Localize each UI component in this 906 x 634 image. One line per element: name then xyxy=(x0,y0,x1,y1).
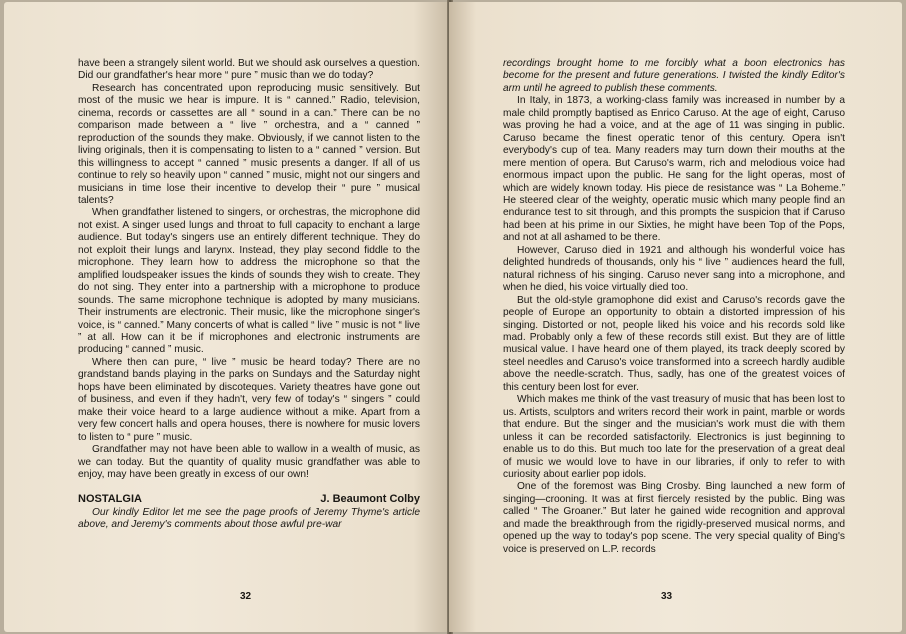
page-number-left: 32 xyxy=(240,591,252,602)
left-page xyxy=(4,2,449,632)
left-text-column xyxy=(78,58,420,532)
article-author: J. Beaumont Colby xyxy=(320,493,420,506)
right-paragraph-4: Which makes me think of the vast treasury of music that has been lost to us. Artists, sculptors and writers record their work in paint, marble or words that endure. But the singer and the musician's work must die with them unless it can be recorded satisfactorily. Electronics is just beginning to enable us to do this. But much too late for the preservation of a great deal of music we would love to have in our libraries, if only to refer to with curiosity about earlier pop idols. xyxy=(503,394,845,480)
left-paragraph-5: Grandfather may not have been able to wallow in a wealth of music, as we can today. But the quantity of quality music grandfather was able to enjoy, may have been greatly in excess of our own! xyxy=(78,444,420,480)
left-paragraph-3: When grandfather listened to singers, or orchestras, the microphone did not exist. A singer used lungs and throat to full capacity to enchant a large audience. But today's singers use an entirely different technique. They do not exploit their lungs and larynx. Instead, they play second fiddle to the microphone. They learn how to address the microphone so that the amplified loudspeaker issues the kinds of sounds they wish to create. They do not sing. They enter into a partnership with a microphone to produce sounds. The same microphone technique is adopted by many musicians. Their instruments are electronic. Their music, like the microphone singer's voice, is “ canned.” Many concerts of what is called “ live ” music is not “ live ” at all. How can it be if microphones and electronic instruments are producing “ canned ” music. xyxy=(78,207,420,356)
page-number-right: 33 xyxy=(661,591,673,602)
right-paragraph-5: One of the foremost was Bing Crosby. Bing launched a new form of singing—crooning. It was at first fiercely resisted by the public. Bing was called “ The Groaner.” But later he gained wide recognition and approval and made the breakthrough from the rigidly-preserved musical norms, and opened up the way to today's pop scene. The very special quality of Bing's voice is preserved on L.P. records xyxy=(503,481,845,555)
left-paragraph-1: have been a strangely silent world. But we should ask ourselves a question. Did our grandfather's hear more “ pure ” music than we do today? xyxy=(78,58,420,82)
left-paragraph-2: Research has concentrated upon reproducing music sensitively. But most of the music we hear is impure. It is “ canned.” Radio, television, cinema, records or cassettes are all “ sound in a can.” There can be no comparison made between a “ live ” orchestra, and a “ canned ” reproduction of the sounds they make. Obviously, if we cannot listen to the living originals, then it is compensating to listen to a “ canned ” version. But this willingness to accept “ canned ” music presents a danger. If all of us continue to rely so heavily upon “ canned ” music, might not our singers and musicians in time lose their incentive to develop their “ pure ” musical talents? xyxy=(78,82,420,206)
right-paragraph-3: But the old-style gramophone did exist and Caruso's records gave the people of Europe an opportunity to obtain a distorted impression of his singing. Distorted or not, people liked his voice and his records sold like mad. Probably only a few of these records still exist. But they are of little musical value. I have heard one of them played, its track deeply scored by steel needles and Caruso's voice transformed into a screech hardly audible above the needle-scratch. Thus, sadly, has one of the greatest voices of this century been lost for ever. xyxy=(503,294,845,393)
article-intro: Our kindly Editor let me see the page proofs of Jeremy Thyme's article above, and Jeremy's comments about those awful pre-war xyxy=(78,506,420,531)
right-text-column xyxy=(503,58,845,556)
right-paragraph-2: However, Caruso died in 1921 and although his wonderful voice has delighted hundreds of thousands, only his “ live ” audiences heard the full, natural richness of his singing. Caruso never sang into a microphone, and when he died, his voice virtually died too. xyxy=(503,244,845,294)
left-paragraph-4: Where then can pure, “ live ” music be heard today? There are no grandstand bands playing in the parks on Sundays and the Saturday night hops have been eliminated by discoteques. Variety theatres have gone out of business, and even if they hadn't, very few of today's “ singers ” could make their voice heard to a large audience without a mike. Apart from a very few concert halls and opera houses, there is nowhere for music lovers to listen to “ pure ” music. xyxy=(78,356,420,443)
article-title: NOSTALGIA xyxy=(78,493,142,506)
right-paragraph-1: In Italy, in 1873, a working-class family was increased in number by a male child promptly baptised as Enrico Caruso. At the age of eight, Caruso was proving he had a voice, and at the age of 11 was singing in public. Caruso became the finest operatic tenor of this century. Opera isn't everybody's cup of tea. Many readers may turn down their mouths at the mere mention of opera. But Caruso's warm, rich and melodious voice had enormous impact upon the public. He sang for the light operas, most of which are widely known today. His piece de resistance was “ La Boheme.” He steered clear of the weighty, operatic music which many people find an endurance test to sit through, and this prompts the suspicion that if Caruso had been at his prime in our Sixties, he might have been Top of the Pops, and not at all ashamed to be there. xyxy=(503,95,845,244)
article-heading xyxy=(78,493,420,505)
right-page xyxy=(449,2,902,632)
article-intro-continued: recordings brought home to me forcibly what a boon electronics has become for the present and future generations. I twisted the kindly Editor's arm until he agreed to publish these comments. xyxy=(503,58,845,94)
